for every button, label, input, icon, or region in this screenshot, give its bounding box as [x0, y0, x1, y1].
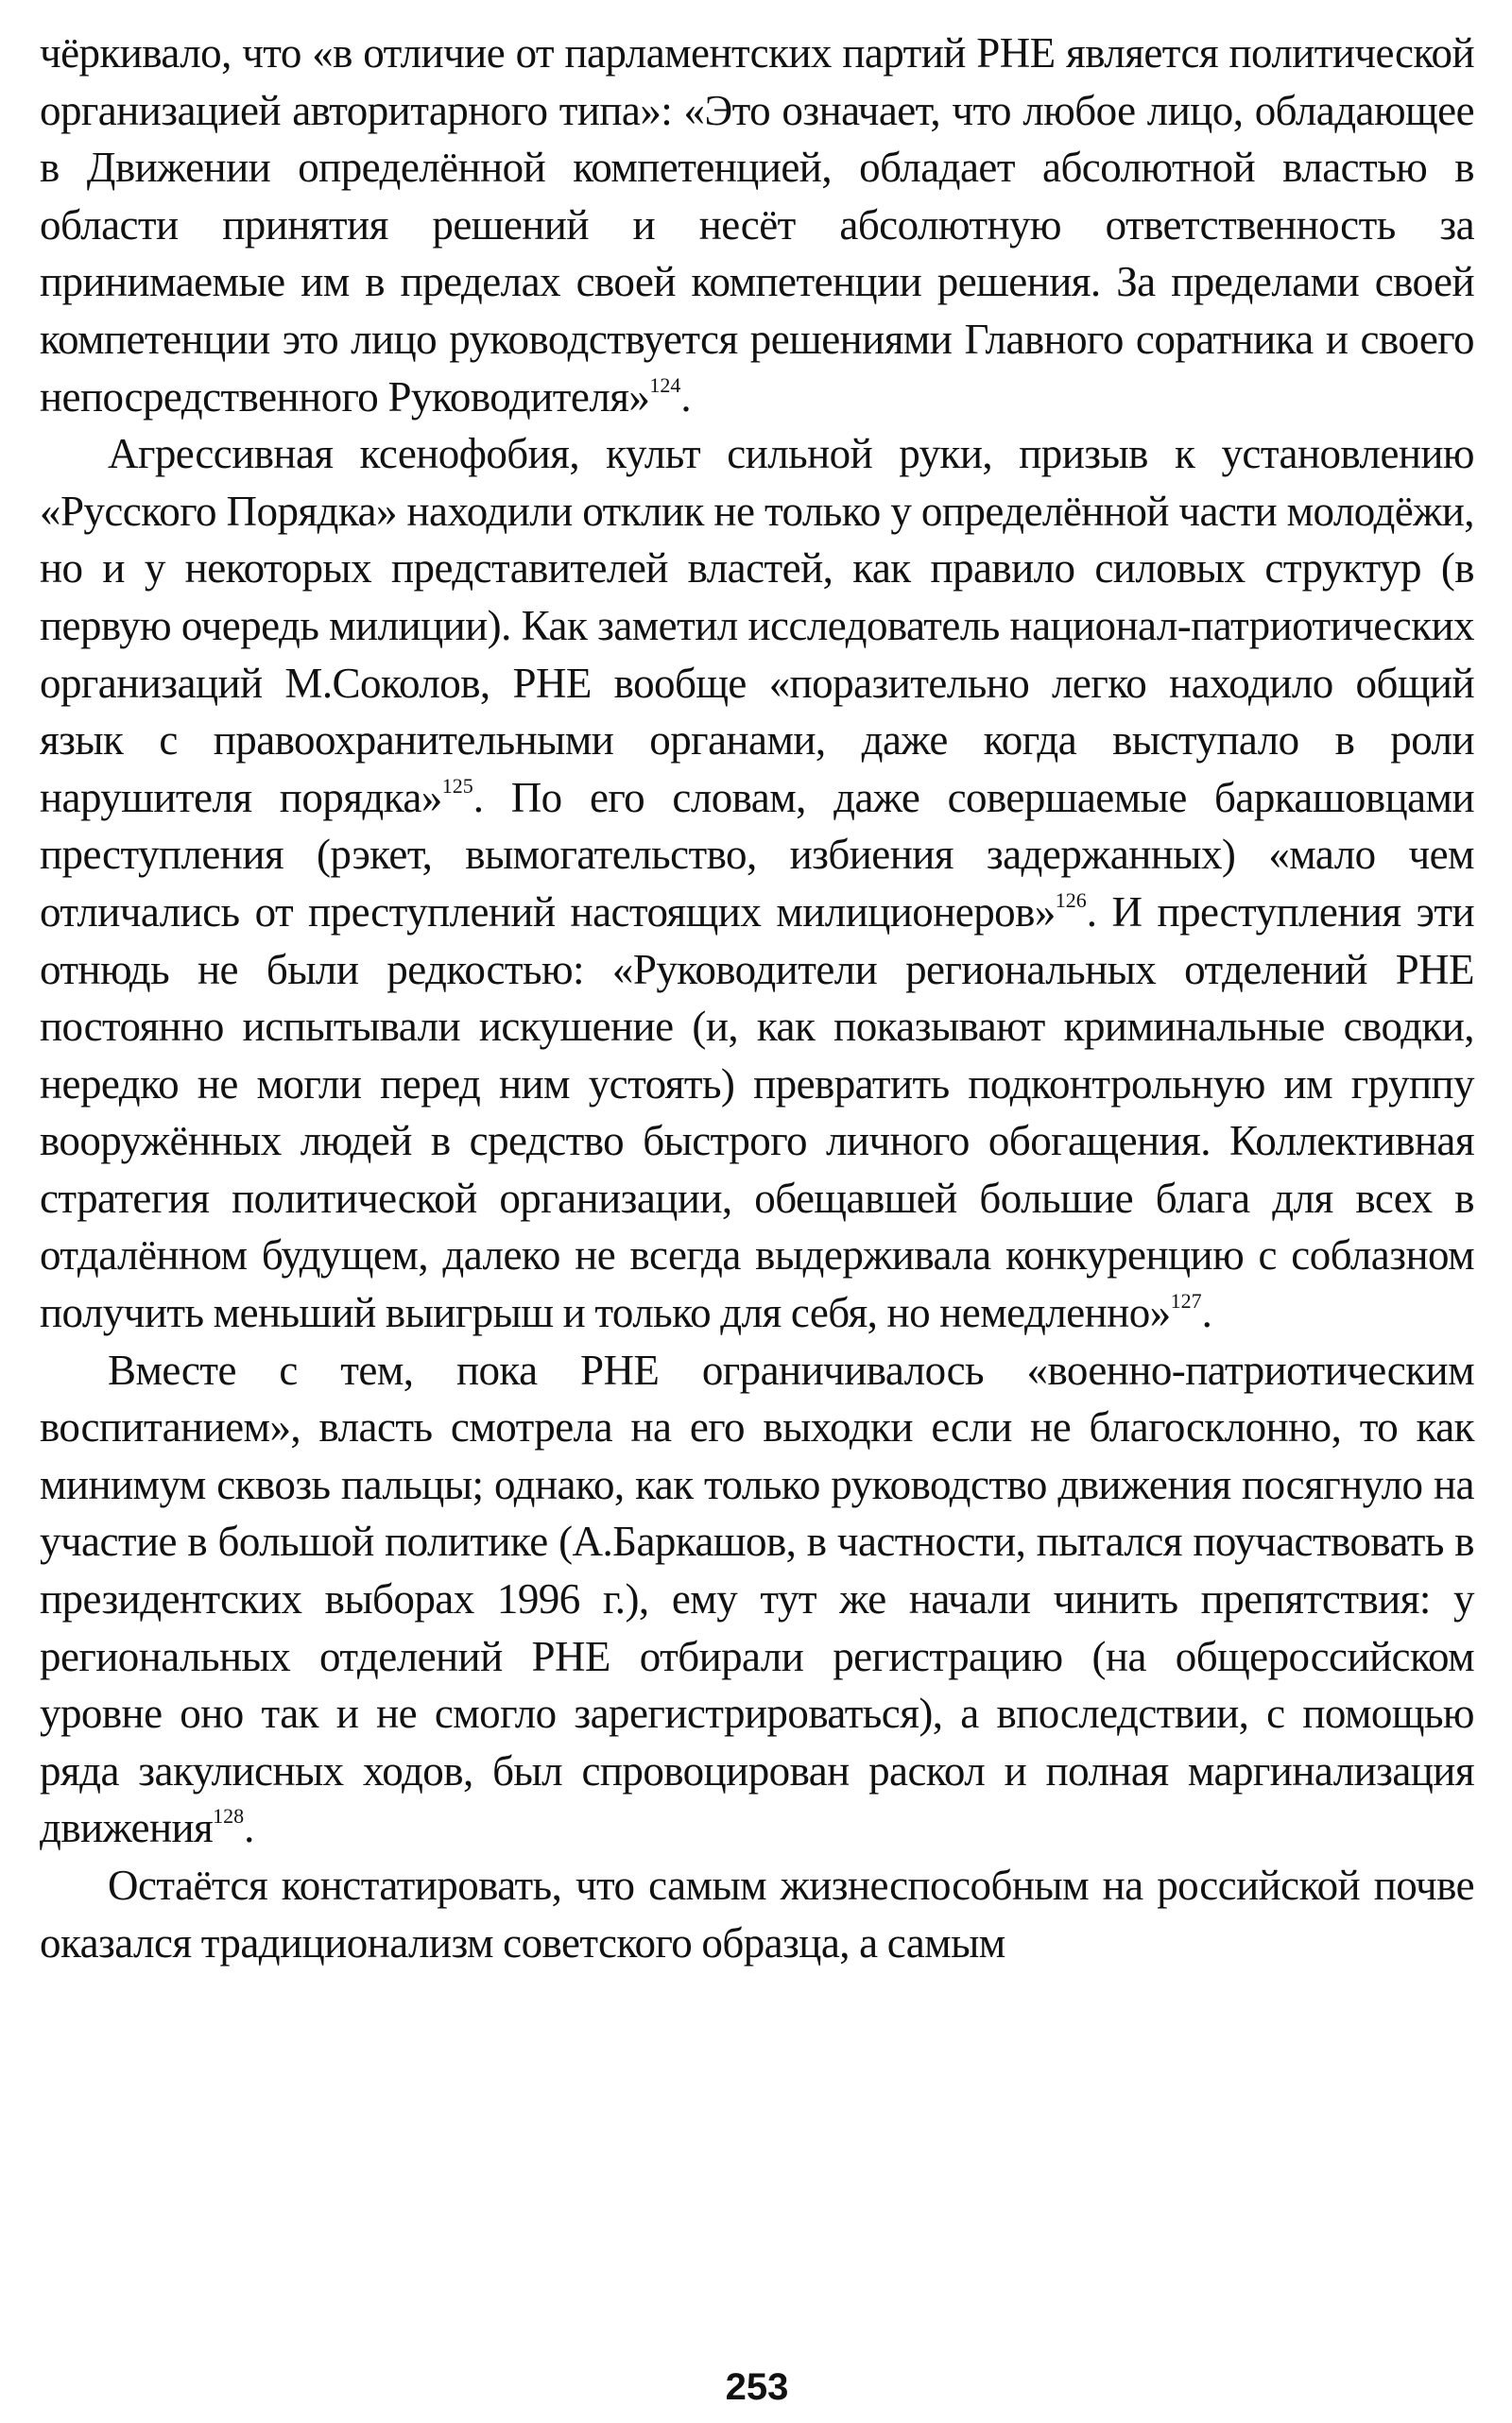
text-run: Остаётся констатировать, что самым жизнеспособным на российской почве оказался традиционализм советского образца, а самым [40, 1862, 1474, 1967]
text-run: Агрессивная ксенофобия, культ сильной руки, призыв к установлению «Русского Порядка» находили отклик не только у определённой части молодёжи, но и у некоторых представителей властей, как правило силовых структур (в первую очередь милиции). Как заметил исследователь национал-патриотических организаций М.Соколов, РНЕ вообще «поразительно легко находило общий язык с правоохранительными органами, даже когда выступало в роли нарушителя порядка» [40, 430, 1474, 821]
text-run: . [1201, 1289, 1212, 1337]
book-page [40, 0, 1474, 2423]
footnote-marker: 127 [1170, 1289, 1202, 1314]
text-run: чёркивало, что «в отличие от парламентских партий РНЕ является политической организацией авторитарного типа»: «Это означает, что любое лицо, обладающее в Движении определённой компетенцией, обладает абсолютной властью в области принятия решений и несёт абсолютную ответственность за принимаемые им в пределах своей компетенции решения. За пределами своей компетенции это лицо руководствуется решениями Главного соратника и своего непосредственного Руководителя» [40, 29, 1474, 421]
paragraph-2 [40, 425, 1474, 1342]
footnote-marker: 124 [649, 372, 681, 397]
text-run: . И преступления эти отнюдь не были редкостью: «Руководители региональных отделений РНЕ постоянно испытывали искушение (и, как показывают криминальные сводки, нередко не могли перед ним устоять) превратить подконтрольную им группу вооружённых людей в средство быстрого личного обогащения. Коллективная стратегия политической организации, обещавшей большие блага для всех в отдалённом будущем, далеко не всегда выдерживала конкуренцию с соблазном получить меньший выигрыш и только для себя, но немедленно» [40, 887, 1474, 1337]
text-run: . [680, 372, 692, 421]
paragraph-3 [40, 1342, 1474, 1857]
body-text [40, 25, 1474, 1971]
page-number: 253 [725, 2366, 789, 2408]
footnote-marker: 126 [1055, 887, 1087, 912]
paragraph-1 [40, 25, 1474, 425]
text-run: . По его словам, даже совершаемые баркашовцами преступления (рэкет, вымогательство, избиения задержанных) «мало чем отличались от преступлений настоящих милиционеров» [40, 773, 1474, 936]
text-run: . [244, 1804, 254, 1852]
paragraph-4 [40, 1857, 1474, 1971]
footnote-marker: 128 [213, 1804, 245, 1829]
footnote-marker: 125 [441, 773, 473, 798]
text-run: Вместе с тем, пока РНЕ ограничивалось «военно-патриотическим воспитанием», власть смотрела на его выходки если не благосклонно, то как минимум сквозь пальцы; однако, как только руководство движения посягнуло на участие в большой политике (А.Баркашов, в частности, пытался поучаствовать в президентских выборах 1996 г.), ему тут же начали чинить препятствия: у региональных отделений РНЕ отбирали регистрацию (на общероссийском уровне оно так и не смогло зарегистрироваться), а впоследствии, с помощью ряда закулисных ходов, был спровоцирован раскол и полная маргинализация движения [40, 1346, 1474, 1852]
